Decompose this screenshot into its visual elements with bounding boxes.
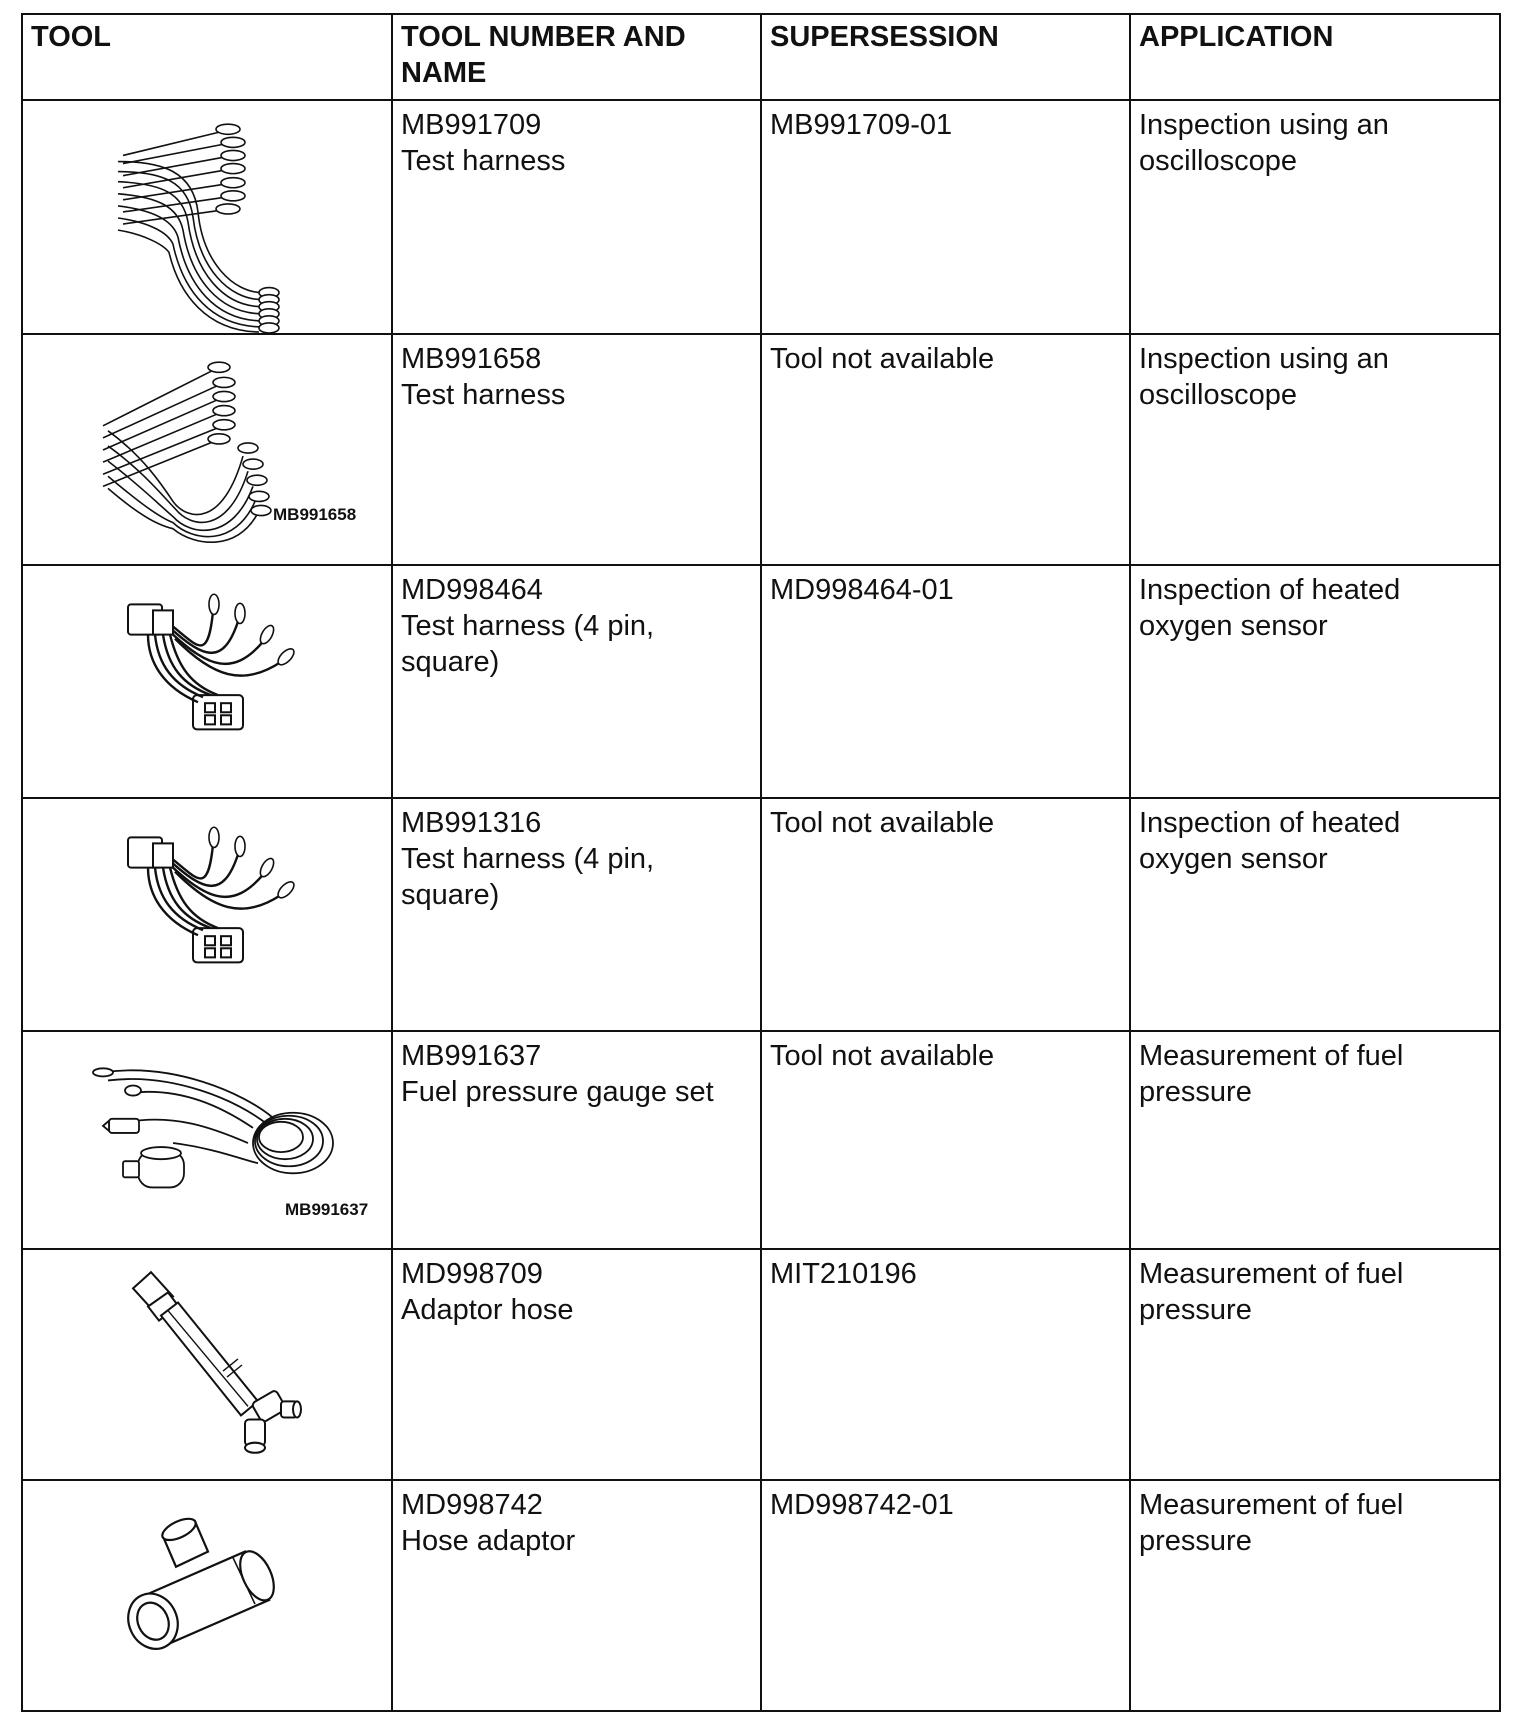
header-application: APPLICATION <box>1130 14 1500 100</box>
tool-number: MB991709 <box>401 109 542 141</box>
tool-illustration-cell <box>22 1480 392 1711</box>
application-cell: Measurement of fuel pressure <box>1130 1031 1500 1249</box>
tool-number: MB991637 <box>401 1040 542 1072</box>
table-row <box>22 1480 1500 1711</box>
tool-number-and-name-cell <box>392 1031 761 1249</box>
header-tool-number-and-name: TOOL NUMBER AND NAME <box>392 14 761 100</box>
hose-adaptor-icon <box>23 1481 391 1710</box>
image-label: MB991658 <box>273 505 357 524</box>
header-row <box>22 14 1500 100</box>
application-cell: Measurement of fuel pressure <box>1130 1480 1500 1711</box>
tool-number-and-name-cell <box>392 100 761 334</box>
tool-illustration-cell <box>22 334 392 565</box>
header-tool: TOOL <box>22 14 392 100</box>
square-connector-harness-icon <box>23 799 391 1030</box>
tool-name: Fuel pressure gauge set <box>401 1076 714 1108</box>
table-row <box>22 1031 1500 1249</box>
image-label: MB991637 <box>285 1200 369 1219</box>
special-tools-table <box>21 13 1501 1712</box>
tool-number-and-name-cell <box>392 565 761 798</box>
tool-name: Test harness <box>401 145 566 177</box>
application-cell: Inspection of heated oxygen sensor <box>1130 565 1500 798</box>
tool-illustration-cell <box>22 565 392 798</box>
supersession-cell: MD998742-01 <box>761 1480 1130 1711</box>
application-cell: Inspection of heated oxygen sensor <box>1130 798 1500 1031</box>
supersession-cell: MB991709-01 <box>761 100 1130 334</box>
tool-name: Adaptor hose <box>401 1294 574 1326</box>
tool-number-and-name-cell <box>392 1249 761 1480</box>
table-row <box>22 798 1500 1031</box>
tool-name: Test harness (4 pin, square) <box>401 843 655 911</box>
supersession-cell: MD998464-01 <box>761 565 1130 798</box>
tool-illustration-cell <box>22 100 392 334</box>
supersession-cell: Tool not available <box>761 1031 1130 1249</box>
tool-name: Hose adaptor <box>401 1525 576 1557</box>
table-row <box>22 565 1500 798</box>
tool-number: MB991658 <box>401 343 542 375</box>
supersession-cell: Tool not available <box>761 798 1130 1031</box>
tool-number-and-name-cell <box>392 334 761 565</box>
tool-illustration-cell <box>22 798 392 1031</box>
tool-number: MD998742 <box>401 1489 543 1521</box>
header-supersession: SUPERSESSION <box>761 14 1130 100</box>
application-cell: Inspection using an oscilloscope <box>1130 334 1500 565</box>
tool-number-and-name-cell <box>392 798 761 1031</box>
supersession-cell: Tool not available <box>761 334 1130 565</box>
adaptor-hose-icon <box>23 1250 391 1479</box>
application-cell: Inspection using an oscilloscope <box>1130 100 1500 334</box>
test-harness-icon <box>23 335 391 564</box>
test-harness-icon <box>23 101 391 333</box>
tool-illustration-cell <box>22 1031 392 1249</box>
tool-number: MD998464 <box>401 574 543 606</box>
table-row <box>22 100 1500 334</box>
tool-number: MD998709 <box>401 1258 543 1290</box>
tool-name: Test harness <box>401 379 566 411</box>
supersession-cell: MIT210196 <box>761 1249 1130 1480</box>
tool-illustration-cell <box>22 1249 392 1480</box>
application-cell: Measurement of fuel pressure <box>1130 1249 1500 1480</box>
tool-number-and-name-cell <box>392 1480 761 1711</box>
tool-name: Test harness (4 pin, square) <box>401 610 655 678</box>
tool-number: MB991316 <box>401 807 542 839</box>
table-row <box>22 1249 1500 1480</box>
square-connector-harness-icon <box>23 566 391 797</box>
table-row <box>22 334 1500 565</box>
